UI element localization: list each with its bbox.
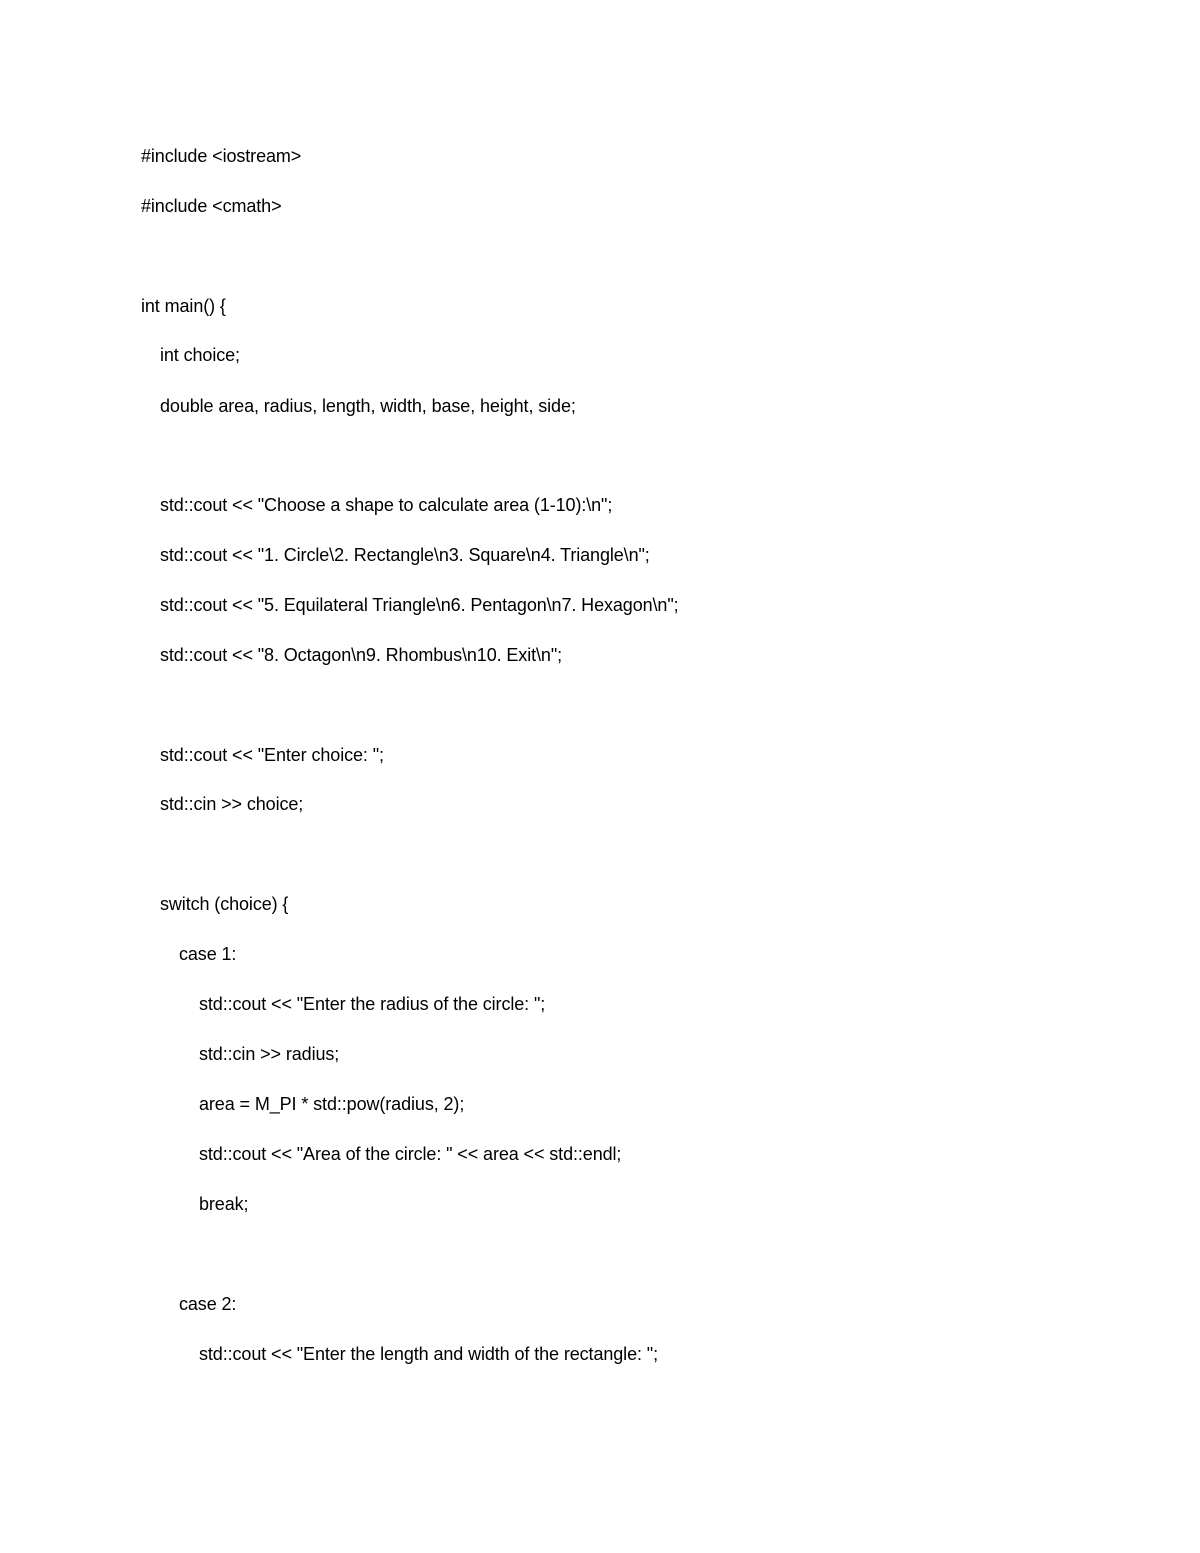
code-line-cout-enter-radius: std::cout << "Enter the radius of the circle: "; bbox=[199, 994, 546, 1014]
code-line-cout-options-8-10: std::cout << "8. Octagon\n9. Rhombus\n10. Exit\n"; bbox=[160, 645, 563, 665]
code-line-cout-enter-choice: std::cout << "Enter choice: "; bbox=[160, 745, 384, 765]
code-line-cin-radius: std::cin >> radius; bbox=[199, 1044, 340, 1064]
code-line-cout-choose-shape: std::cout << "Choose a shape to calculate area (1-10):\n"; bbox=[160, 495, 613, 515]
code-line-double-declarations: double area, radius, length, width, base, height, side; bbox=[160, 396, 576, 416]
code-line-case-1: case 1: bbox=[179, 944, 237, 964]
code-line-int-choice: int choice; bbox=[160, 345, 240, 365]
code-line-include-cmath: #include <cmath> bbox=[141, 196, 282, 216]
code-line-include-iostream: #include <iostream> bbox=[141, 146, 302, 166]
code-line-cout-options-5-7: std::cout << "5. Equilateral Triangle\n6. Pentagon\n7. Hexagon\n"; bbox=[160, 595, 679, 615]
code-line-case-2: case 2: bbox=[179, 1294, 237, 1314]
code-line-break: break; bbox=[199, 1194, 249, 1214]
code-line-cout-options-1-4: std::cout << "1. Circle\2. Rectangle\n3. Square\n4. Triangle\n"; bbox=[160, 545, 650, 565]
code-line-cout-enter-rectangle: std::cout << "Enter the length and width of the rectangle: "; bbox=[199, 1344, 658, 1364]
code-line-cin-choice: std::cin >> choice; bbox=[160, 794, 304, 814]
code-line-area-circle: area = M_PI * std::pow(radius, 2); bbox=[199, 1094, 465, 1114]
code-line-main-signature: int main() { bbox=[141, 296, 226, 316]
code-line-cout-area-circle: std::cout << "Area of the circle: " << area << std::endl; bbox=[199, 1144, 622, 1164]
code-line-switch: switch (choice) { bbox=[160, 894, 289, 914]
